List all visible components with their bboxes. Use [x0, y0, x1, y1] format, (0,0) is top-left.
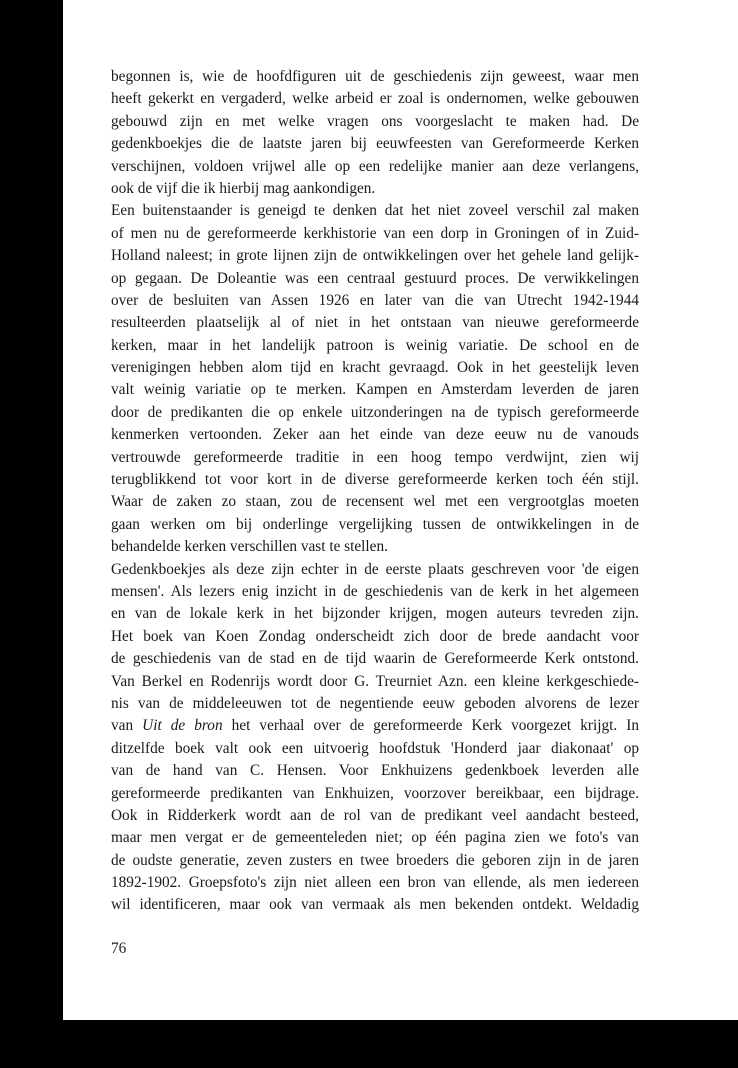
text-line: valt weinig variatie op te merken. Kampen en Amsterdam leverden de jaren [111, 381, 639, 399]
text-line: Ook in Ridderkerk wordt aan de rol van de predikant veel aandacht besteed, [111, 806, 639, 824]
text-line: op gegaan. De Doleantie was een centraal gestuurd proces. De verwikkelingen [111, 269, 639, 287]
text-line: ook de vijf die ik hierbij mag aankondigen. [111, 179, 376, 197]
text-line: de geschiedenis van de stad en de tijd waarin de Gereformeerde Kerk ontstond. [111, 650, 639, 668]
text-line: kenmerken vertoonden. Zeker aan het einde van deze eeuw nu de vanouds [111, 426, 639, 444]
text-line: vertrouwde gereformeerde traditie in een hoog tempo verdwijnt, zien wij [111, 448, 639, 466]
body-text [111, 66, 639, 917]
text-segment: het verhaal over de gereformeerde Kerk voorgezet krijgt. In [222, 717, 639, 735]
text-line: 1892-1902. Groepsfoto's zijn niet alleen een bron van ellende, als men iedereen [111, 874, 639, 892]
text-line: begonnen is, wie de hoofdfiguren uit de geschiedenis zijn geweest, waar men [111, 68, 639, 85]
text-line: of men nu de gereformeerde kerkhistorie van een dorp in Groningen of in Zuid- [111, 224, 639, 242]
scan-border-bottom [0, 1020, 738, 1068]
text-line: verschijnen, voldoen vrijwel alle op een redelijke manier aan deze verlangens, [111, 157, 639, 175]
book-title: Uit de bron [142, 717, 223, 735]
text-line: en van de lokale kerk in het bijzonder krijgen, mogen auteurs tevreden zijn. [111, 605, 639, 623]
text-line: ditzelfde boek valt ook een uitvoerig hoofdstuk 'Honderd jaar diakonaat' op [111, 739, 639, 757]
scan-border-left [0, 0, 63, 1068]
text-line: gereformeerde predikanten van Enkhuizen, voorzover bereikbaar, een bijdrage. [111, 784, 639, 802]
text-line [111, 715, 639, 737]
text-line: behandelde kerken verschillen vast te stellen. [111, 538, 388, 556]
text-line: nis van de middeleeuwen tot de negentiende eeuw geboden alvorens de lezer [111, 694, 639, 712]
text-line: Van Berkel en Rodenrijs wordt door G. Treurniet Azn. een kleine kerkgeschiede- [111, 672, 639, 690]
text-line: de oudste generatie, zeven zusters en twee broeders die geboren zijn in de jaren [111, 851, 639, 869]
text-line: gebouwd zijn en met welke vragen ons voorgeslacht te maken had. De [111, 112, 639, 130]
text-line: Gedenkboekjes als deze zijn echter in de eerste plaats geschreven voor 'de eigen [111, 560, 639, 578]
text-line: Het boek van Koen Zondag onderscheidt zich door de brede aandacht voor [111, 627, 639, 645]
text-line: mensen'. Als lezers enig inzicht in de geschiedenis van de kerk in het algemeen [111, 582, 639, 600]
text-line: resulteerden plaatselijk al of niet in het ontstaan van nieuwe gereformeerde [111, 314, 639, 332]
text-line: door de predikanten die op enkele uitzonderingen na de typisch gereformeerde [111, 403, 639, 421]
text-line: Holland naleest; in grote lijnen zijn de ontwikkelingen over het gehele land gelijk- [111, 247, 639, 265]
text-line: heeft gekerkt en vergaderd, welke arbeid er zoal is ondernomen, welke gebouwen [111, 90, 639, 108]
text-line: Waar de zaken zo staan, zou de recensent wel met een vergrootglas moeten [111, 493, 639, 511]
text-line: gedenkboekjes die de laatste jaren bij eeuwfeesten van Gereformeerde Kerken [111, 135, 639, 153]
text-segment: van [111, 717, 143, 735]
text-line: wil identificeren, maar ook van vermaak als men bekenden ontdekt. Weldadig [111, 896, 639, 914]
text-line: Een buitenstaander is geneigd te denken dat het niet zoveel verschil zal maken [111, 202, 639, 220]
text-line: maar men vergat er de gemeenteleden niet; op één pagina zien we foto's van [111, 829, 639, 847]
page-number: 76 [111, 940, 127, 957]
text-line: van de hand van C. Hensen. Voor Enkhuizens gedenkboek leverden alle [111, 762, 639, 780]
text-line: kerken, maar in het landelijk patroon is weinig variatie. De school en de [111, 336, 639, 354]
text-line: terugblikkend tot voor kort in de diverse gereformeerde kerken toch één stijl. [111, 471, 639, 489]
text-line: verenigingen hebben alom tijd en kracht gevraagd. Ook in het geestelijk leven [111, 359, 639, 377]
text-line: over de besluiten van Assen 1926 en later van die van Utrecht 1942-1944 [111, 291, 639, 309]
text-line: gaan werken om bij onderlinge vergelijking tussen de ontwikkelingen in de [111, 515, 639, 533]
